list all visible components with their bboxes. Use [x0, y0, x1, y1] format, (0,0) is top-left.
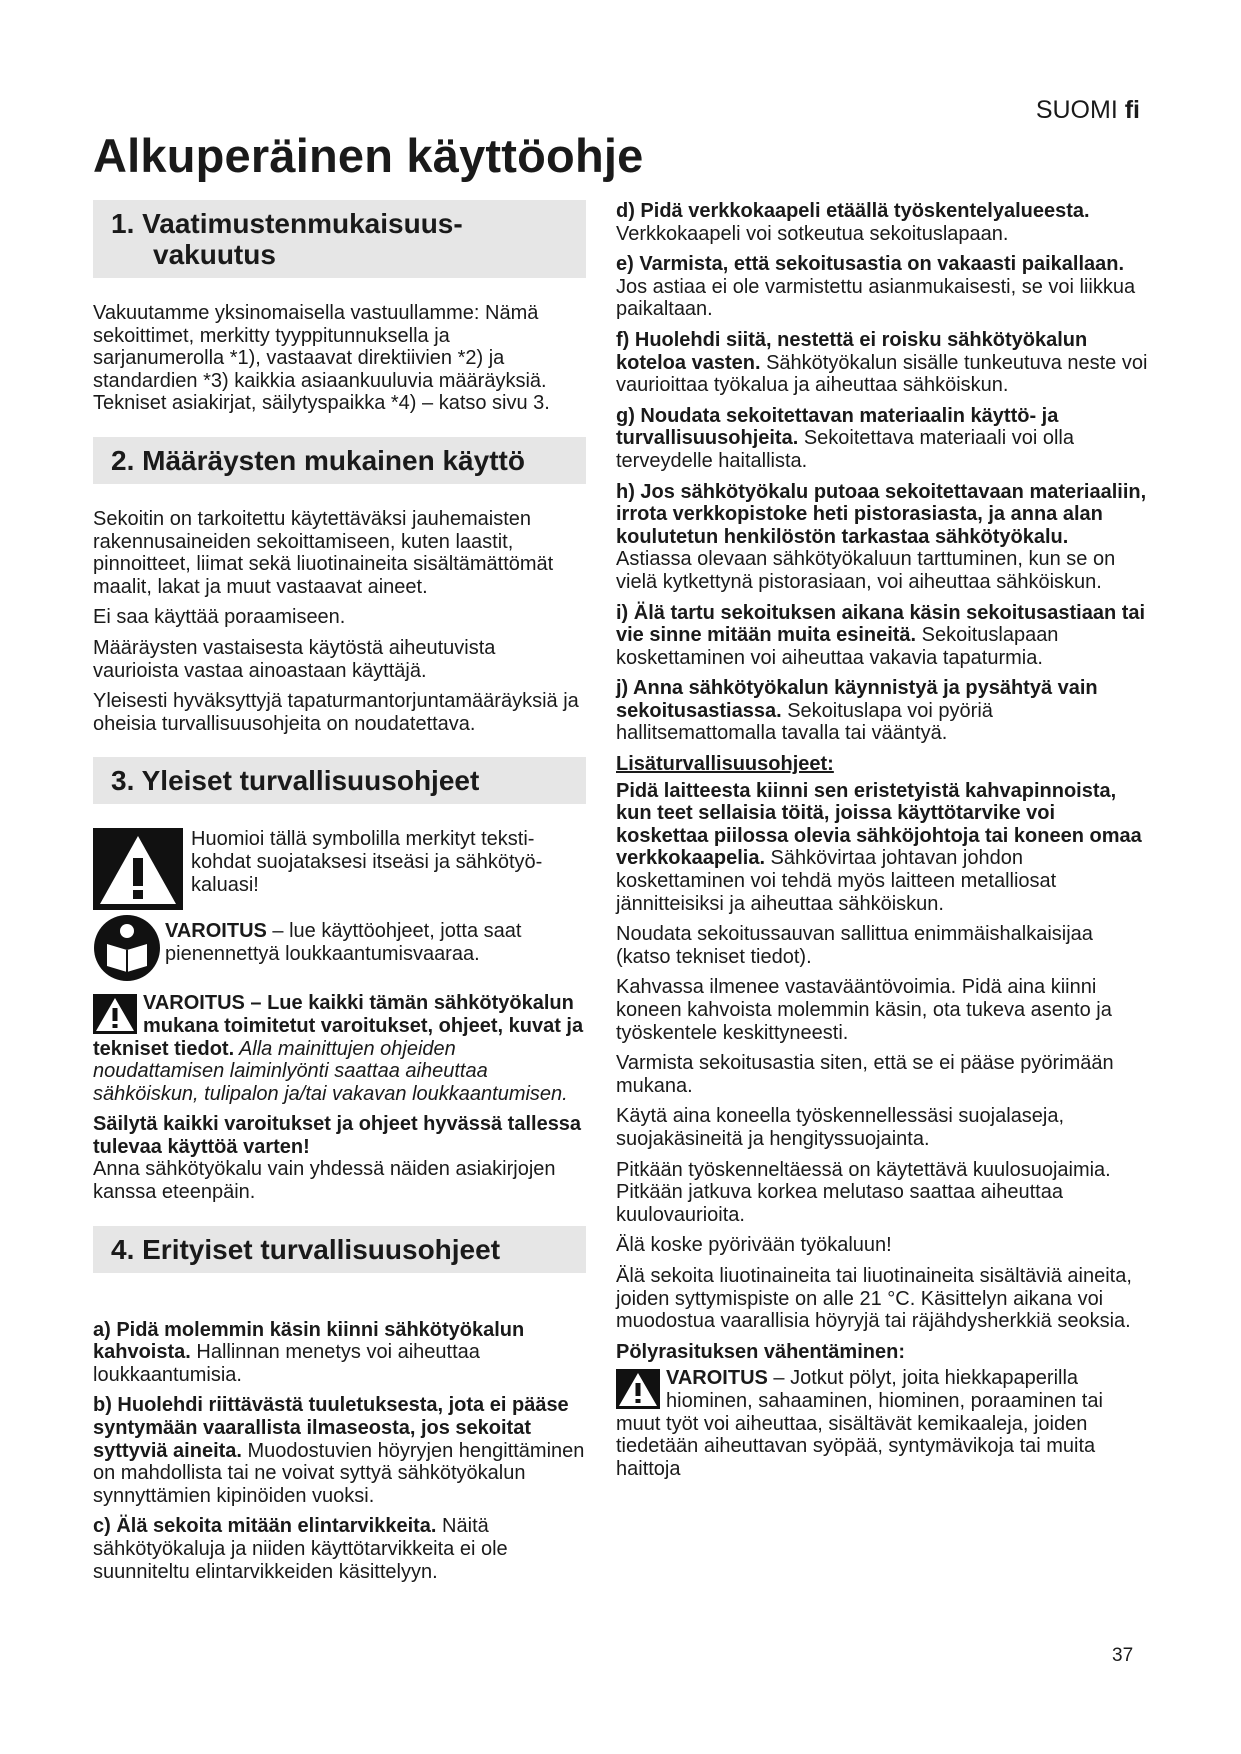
extra-p3: Kahvassa ilmenee vastavääntövoimia. Pidä aina kiinni koneen kahvoista molemmin käsin, ota tukeva asento ja työskentele keskittyneesti.	[616, 976, 1112, 1044]
section-4-heading: 4. Erityiset turvallisuusohjeet	[93, 1226, 586, 1273]
language-label: SUOMI fi	[1035, 96, 1140, 124]
page-number: 37	[1112, 1645, 1134, 1666]
general-warning: VAROITUS – Lue kaikki tämän sähkötyökalun mukana toimitetut varoitukset, ohjeet, kuvat ja tekniset tiedot. Alla mainittujen ohjeiden noudattamisen laiminlyönti saattaa aiheuttaa sähköiskun, tulipalon ja/tai vakavan loukkaantumisen.	[93, 992, 584, 1105]
extra-safety-heading: Lisäturvallisuusohjeet:	[616, 753, 834, 776]
symbol-note-text: Huomioi tällä symbolilla merkityt tekstikohdat suojataksesi itseäsi ja sähkötyökaluasi!	[191, 828, 543, 896]
read-manual-text: VAROITUS – lue käyttöohjeet, jotta saat pienennettyä loukkaantumisvaaraa.	[165, 920, 522, 965]
section-1-heading: 1. Vaatimustenmukaisuus- vakuutus	[93, 200, 586, 278]
section-1-body: Vakuutamme yksinomaisella vastuullamme: Nämä sekoittimet, merkitty tyyppitunnuksella ja sarjanumerolla *1), vastaavat direktiivien *2) ja standardien *3) kaikkia asiaankuuluvia määräyksiä. Tekniset asiakirjat, säilytyspaikka *4) – katso sivu 3.	[93, 302, 550, 415]
section-2-p1: Sekoitin on tarkoitettu käytettäväksi jauhemaisten rakennusaineiden sekoittamiseen, kuten laastit, pinnoitteet, liimat sekä liuotinaineita sisältämättömät maalit, lakat ja muut vastaavat aineet.	[93, 507, 554, 598]
item-f: f) Huolehdi siitä, nestettä ei roisku sähkötyökalun koteloa vasten. Sähkötyökalun sisälle tunkeutuva neste voi vaurioittaa työkalua ja aiheuttaa sähköiskun.	[616, 328, 1148, 397]
item-a: a) Pidä molemmin käsin kiinni sähkötyökalun kahvoista. Hallinnan menetys voi aiheuttaa loukkaantumisia.	[93, 1318, 525, 1386]
item-c: c) Älä sekoita mitään elintarvikkeita. Näitä sähkötyökaluja ja niiden käyttötarvikkeita ei ole suunniteltu elintarvikkeiden käsittelyyn.	[93, 1515, 508, 1583]
read-manual-icon	[93, 914, 161, 982]
keep-instructions: Säilytä kaikki varoitukset ja ohjeet hyvässä tallessa tulevaa käyttöä varten!	[93, 1113, 582, 1158]
pass-on-instructions: Anna sähkötyökalu vain yhdessä näiden asiakirjojen kanssa eteenpäin.	[93, 1158, 556, 1204]
item-d: d) Pidä verkkokaapeli etäällä työskentelyalueesta. Verkkokaapeli voi sotkeutua sekoituslapaan.	[616, 200, 1090, 245]
left-column	[93, 200, 586, 1591]
read-manual-note	[93, 920, 586, 982]
section-2-p2: Ei saa käyttää poraamiseen.	[93, 606, 346, 629]
warning-triangle-icon	[616, 1369, 660, 1409]
extra-p4: Varmista sekoitusastia siten, että se ei pääse pyörimään mukana.	[616, 1052, 1114, 1097]
section-3-heading: 3. Yleiset turvallisuusohjeet	[93, 757, 586, 804]
extra-p8: Älä sekoita liuotinaineita tai liuotinaineita sisältäviä aineita, joiden syttymispiste on alle 21 °C. Käsittelyn aikana voi muodostua vaarallisia höyryjä tai räjähdysherkkiä seoksia.	[616, 1264, 1132, 1333]
item-e: e) Varmista, että sekoitusastia on vakaasti paikallaan. Jos astiaa ei ole varmistettu asianmukaisesti, se voi liikkua paikaltaan.	[616, 253, 1136, 321]
item-h: h) Jos sähkötyökalu putoaa sekoitettavaan materiaaliin, irrota verkkopistoke heti pistorasiasta, ja anna alan koulutetun henkilöstön tarkastaa sähkötyökalu. Astiassa olevaan sähkötyökaluun tarttuminen, kun se on vielä kytkettynä pistorasiaan, voi aiheuttaa sähköiskun.	[616, 480, 1147, 593]
section-2-heading: 2. Määräysten mukainen käyttö	[93, 437, 586, 484]
item-g: g) Noudata sekoitettavan materiaalin käyttö- ja turvallisuusohjeita. Sekoitettava materiaali voi olla terveydelle haitallista.	[616, 404, 1074, 472]
dust-heading: Pölyrasituksen vähentäminen:	[616, 1340, 905, 1363]
extra-p5: Käytä aina koneella työskennellessäsi suojalaseja, suojakäsineitä ja hengityssuojainta.	[616, 1105, 1065, 1150]
page-title: Alkuperäinen käyttöohje	[93, 129, 644, 182]
extra-p7: Älä koske pyörivään työkaluun!	[616, 1234, 892, 1257]
dust-warning: VAROITUS – Jotkut pölyt, joita hiekkapaperilla hiominen, sahaaminen, hiominen, poraaminen tai muut työt voi aiheuttaa, sisältävät kemikaaleja, joiden tiedetään aiheuttavan syöpää, syntymävikoja tai muita haittoja	[616, 1367, 1103, 1480]
extra-p2: Noudata sekoitussauvan sallittua enimmäishalkaisijaa (katso tekniset tiedot).	[616, 923, 1093, 968]
item-i: i) Älä tartu sekoituksen aikana käsin sekoitusastiaan tai vie sinne mitään muita esineitä. Sekoituslapaan koskettaminen voi aiheuttaa vakavia tapaturmia.	[616, 601, 1146, 669]
item-j: j) Anna sähkötyökalun käynnistyä ja pysähtyä vain sekoitusastiassa. Sekoituslapa voi pyöriä hallitsemattomalla tavalla tai vääntyä.	[616, 677, 1098, 745]
warning-triangle-icon	[93, 828, 183, 910]
extra-p6: Pitkään työskenneltäessä on käytettävä kuulosuojaimia. Pitkään jatkuva korkea melutaso saattaa aiheuttaa kuulovaurioita.	[616, 1158, 1111, 1226]
item-b: b) Huolehdi riittävästä tuuletuksesta, jota ei pääse syntymään vaarallista ilmaseosta, jos sekoitat syttyviä aineita. Muodostuvien höyryjen hengittäminen on mahdollista tai ne voivat syttyä sähkötyökalun synnyttämien kipinöiden vuoksi.	[93, 1394, 585, 1507]
symbol-note	[93, 828, 586, 910]
section-2-p3: Määräysten vastaisesta käytöstä aiheutuvista vaurioista vastaa ainoastaan käyttäjä.	[93, 636, 496, 682]
warning-triangle-icon	[93, 994, 137, 1034]
extra-p1: Pidä laitteesta kiinni sen eristetyistä kahvapinnoista, kun teet sellaisia töitä, joissa käyttötarvike voi koskettaa piilossa olevia sähköjohtoja tai koneen omaa verkkokaapelia. Sähkövirtaa johtavan johdon koskettaminen voi tehdä myös laitteen metalliosat jännitteisiksi ja aiheuttaa sähköiskun.	[616, 779, 1142, 915]
section-2-p4: Yleisesti hyväksyttyjä tapaturmantorjuntamääräyksiä ja oheisia turvallisuusohjeita on noudatettava.	[93, 690, 579, 735]
right-column	[616, 200, 1148, 1488]
